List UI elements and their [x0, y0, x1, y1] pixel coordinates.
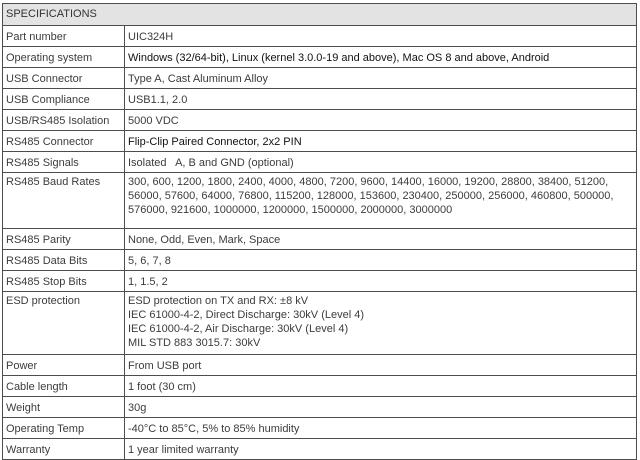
table-row [3, 250, 637, 271]
table-row [3, 89, 637, 110]
row-label: Operating system [3, 47, 125, 68]
row-value: -40°C to 85°C, 5% to 85% humidity [125, 418, 637, 439]
specifications-table [2, 3, 637, 460]
row-label: RS485 Stop Bits [3, 271, 125, 292]
row-value: USB1.1, 2.0 [125, 89, 637, 110]
row-value: 30g [125, 397, 637, 418]
row-label: RS485 Baud Rates [3, 173, 125, 229]
row-value [125, 173, 637, 229]
row-value: None, Odd, Even, Mark, Space [125, 229, 637, 250]
row-value-text: Flip-Clip Paired Connector, 2x2 PIN [128, 136, 302, 148]
row-label: USB Compliance [3, 89, 125, 110]
row-value-line: 576000, 921600, 1000000, 1200000, 1500000, 2000000, 3000000 [128, 204, 453, 216]
row-label: RS485 Data Bits [3, 250, 125, 271]
table-row [3, 229, 637, 250]
row-value: 1 foot (30 cm) [125, 376, 637, 397]
table-row [3, 110, 637, 131]
row-value-line: 56000, 57600, 64000, 76800, 115200, 128000, 153600, 230400, 250000, 256000, 460800, 500000, [128, 190, 614, 202]
table-header: SPECIFICATIONS [3, 4, 637, 26]
table-row [3, 439, 637, 460]
row-label: RS485 Signals [3, 152, 125, 173]
table-row [3, 26, 637, 47]
row-value [125, 292, 637, 355]
row-value [125, 131, 637, 152]
row-value-text: Windows (32/64-bit), Linux (kernel 3.0.0-19 and above), Mac OS 8 and above, Android [128, 52, 550, 64]
table-row [3, 397, 637, 418]
row-value-line: MIL STD 883 3015.7: 30kV [128, 337, 261, 349]
row-value: From USB port [125, 355, 637, 376]
table-row [3, 47, 637, 68]
row-label: USB Connector [3, 68, 125, 89]
row-label: Part number [3, 26, 125, 47]
row-label: Power [3, 355, 125, 376]
row-label: USB/RS485 Isolation [3, 110, 125, 131]
table-row [3, 173, 637, 229]
row-label: Cable length [3, 376, 125, 397]
row-label: Weight [3, 397, 125, 418]
row-label: Operating Temp [3, 418, 125, 439]
row-label: RS485 Connector [3, 131, 125, 152]
row-label: ESD protection [3, 292, 125, 355]
row-value: Type A, Cast Aluminum Alloy [125, 68, 637, 89]
row-value [125, 47, 637, 68]
row-value: 5, 6, 7, 8 [125, 250, 637, 271]
table-row [3, 152, 637, 173]
row-label: Warranty [3, 439, 125, 460]
row-value-line: ESD protection on TX and RX: ±8 kV [128, 295, 309, 307]
row-value-line: IEC 61000-4-2, Direct Discharge: 30kV (Level 4) [128, 309, 364, 321]
table-row [3, 271, 637, 292]
row-value-line: IEC 61000-4-2, Air Discharge: 30kV (Level 4) [128, 323, 349, 335]
table-row [3, 131, 637, 152]
row-value: 5000 VDC [125, 110, 637, 131]
table-row [3, 418, 637, 439]
table-header-row [3, 4, 637, 26]
row-value-line: 300, 600, 1200, 1800, 2400, 4000, 4800, 7200, 9600, 14400, 16000, 19200, 28800, 38400, 51200, [128, 176, 609, 188]
table-row [3, 376, 637, 397]
row-value: 1 year limited warranty [125, 439, 637, 460]
row-label: RS485 Parity [3, 229, 125, 250]
table-row [3, 292, 637, 355]
row-value: UIC324H [125, 26, 637, 47]
table-row [3, 355, 637, 376]
row-value: Isolated A, B and GND (optional) [125, 152, 637, 173]
row-value: 1, 1.5, 2 [125, 271, 637, 292]
table-row [3, 68, 637, 89]
